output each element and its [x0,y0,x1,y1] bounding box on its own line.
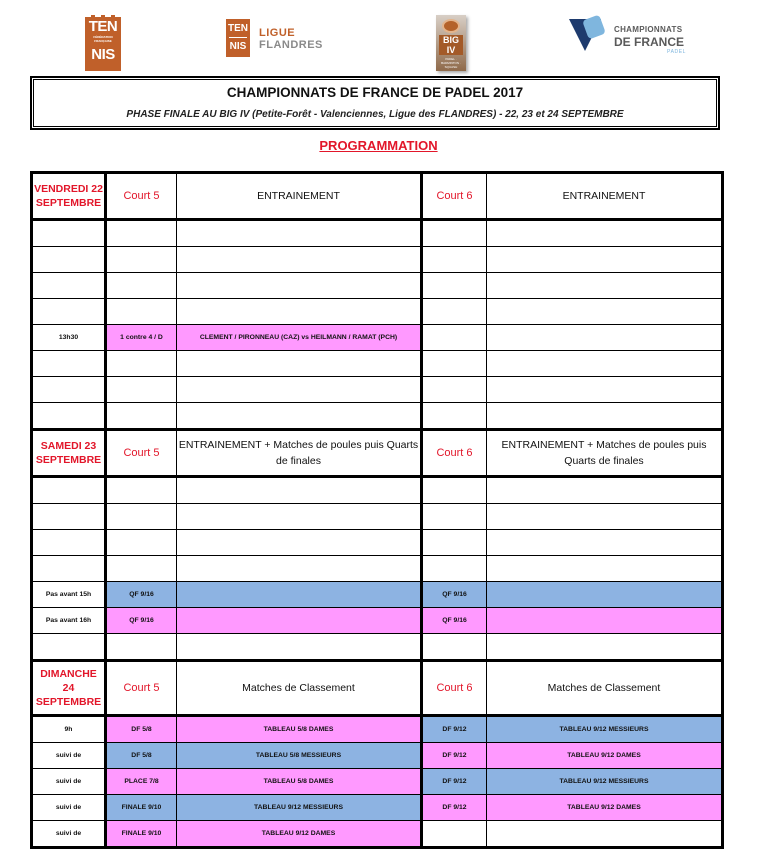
court-a-match-code [106,556,177,582]
court-a-match-code: DF 5/8 [106,743,177,769]
schedule-row [32,634,723,661]
court-a-match-description [177,247,422,273]
court-a-match-description: TABLEAU 5/8 DAMES [177,716,422,743]
court-b-match-description [487,530,723,556]
court-a-match-code: FINALE 9/10 [106,821,177,848]
court-b-match-code [422,530,487,556]
time-cell [32,634,106,661]
day-label: VENDREDI 22 SEPTEMBRE [32,173,106,220]
schedule-row [32,582,723,608]
time-cell: suivi de [32,769,106,795]
schedule-row [32,325,723,351]
court-b-match-description: TABLEAU 9/12 DAMES [487,795,723,821]
section-heading-text: PROGRAMMATION [319,138,438,153]
court-b-match-description [487,634,723,661]
court-b-match-code [422,556,487,582]
court-a-match-description [177,530,422,556]
court-a-label: Court 5 [106,173,177,220]
court-a-match-description: TABLEAU 5/8 DAMES [177,769,422,795]
schedule-row [32,273,723,299]
court-a-match-description: TABLEAU 9/12 MESSIEURS [177,795,422,821]
day-header-row [32,430,723,477]
court-b-match-description [487,582,723,608]
time-cell: suivi de [32,821,106,848]
schedule-row [32,716,723,743]
court-a-description: ENTRAINEMENT + Matches de poules puis Quarts de finales [177,430,422,477]
court-a-match-code: QF 9/16 [106,608,177,634]
court-a-match-code [106,403,177,430]
time-cell: 9h [32,716,106,743]
court-b-match-code [422,821,487,848]
time-cell: suivi de [32,743,106,769]
court-b-match-description [487,220,723,247]
time-cell: Pas avant 15h [32,582,106,608]
court-a-match-code [106,220,177,247]
court-a-match-code: QF 9/16 [106,582,177,608]
court-a-description: Matches de Classement [177,661,422,716]
court-a-match-code [106,377,177,403]
fft-logo-subtext: FÉDÉRATION FRANÇAISE [93,35,113,43]
court-a-match-description [177,504,422,530]
court-a-match-code [106,299,177,325]
court-a-match-description [177,351,422,377]
court-b-match-description [487,351,723,377]
court-a-match-description: TABLEAU 5/8 MESSIEURS [177,743,422,769]
court-a-match-code: DF 5/8 [106,716,177,743]
court-b-match-code: DF 9/12 [422,795,487,821]
court-a-match-code: PLACE 7/8 [106,769,177,795]
court-b-match-description [487,556,723,582]
schedule-row [32,247,723,273]
schedule-row [32,403,723,430]
court-b-match-code [422,273,487,299]
court-b-match-description [487,273,723,299]
ligue-flandres-logo [226,19,346,59]
court-b-match-code: DF 9/12 [422,769,487,795]
schedule-row [32,608,723,634]
time-cell [32,273,106,299]
court-a-match-code: 1 contre 4 / D [106,325,177,351]
court-b-match-code [422,403,487,430]
ligue-logo-line2: FLANDRES [259,39,323,51]
time-cell [32,247,106,273]
court-a-match-description [177,608,422,634]
big-iv-logo-name: BIG IV [439,35,463,55]
time-cell [32,403,106,430]
schedule-row [32,299,723,325]
time-cell: suivi de [32,795,106,821]
ligue-logo-box-bottom: NIS [229,41,247,52]
time-cell [32,351,106,377]
ligue-logo-divider [229,37,247,38]
time-cell: 13h30 [32,325,106,351]
day-header-row [32,173,723,220]
court-a-label: Court 5 [106,661,177,716]
court-b-match-code [422,220,487,247]
section-heading [0,138,757,153]
court-a-match-description [177,634,422,661]
schedule-table [30,171,724,849]
court-b-match-description [487,821,723,848]
day-label: DIMANCHE 24 SEPTEMBRE [32,661,106,716]
court-b-label: Court 6 [422,430,487,477]
court-b-match-description: TABLEAU 9/12 DAMES [487,743,723,769]
court-b-match-description [487,299,723,325]
court-b-description: ENTRAINEMENT + Matches de poules puis Quarts de finales [487,430,723,477]
court-a-match-description [177,299,422,325]
court-b-label: Court 6 [422,173,487,220]
championnats-de-france-padel-logo [569,17,699,57]
page-subtitle: PHASE FINALE AU BIG IV (Petite-Forêt - Valenciennes, Ligue des FLANDRES) - 22, 23 et 24 SEPTEMBRE [126,109,624,120]
big-iv-crest-icon [442,19,460,33]
fft-logo-text-top: TEN [88,18,118,35]
court-b-match-description [487,477,723,504]
schedule-row [32,504,723,530]
court-b-match-description [487,377,723,403]
court-b-description: Matches de Classement [487,661,723,716]
day-header-row [32,661,723,716]
court-a-match-code [106,351,177,377]
cdf-logo-line1: CHAMPIONNATS [614,25,683,34]
court-b-description: ENTRAINEMENT [487,173,723,220]
court-b-match-code [422,325,487,351]
schedule-row [32,743,723,769]
court-b-match-code [422,351,487,377]
time-cell [32,377,106,403]
ligue-logo-line1: LIGUE [259,27,296,39]
schedule-row [32,769,723,795]
page-title: CHAMPIONNATS DE FRANCE DE PADEL 2017 [226,85,524,100]
court-a-match-description [177,273,422,299]
court-b-match-description [487,247,723,273]
title-box [30,76,720,130]
court-b-match-description [487,403,723,430]
schedule-row [32,821,723,848]
court-a-match-description [177,556,422,582]
fft-tennis-logo [85,15,121,71]
court-b-match-code [422,477,487,504]
court-a-match-code [106,504,177,530]
court-b-match-code [422,377,487,403]
court-b-match-code: DF 9/12 [422,743,487,769]
court-b-label: Court 6 [422,661,487,716]
ligue-logo-box [226,19,250,57]
schedule-row [32,556,723,582]
court-b-match-description [487,325,723,351]
court-b-match-code: DF 9/12 [422,716,487,743]
big-iv-logo-tag: PADEL · BADMINTON · SQUASH [441,57,461,69]
court-a-match-code: FINALE 9/10 [106,795,177,821]
court-b-match-code [422,634,487,661]
schedule-row [32,377,723,403]
court-a-description: ENTRAINEMENT [177,173,422,220]
court-b-match-code [422,247,487,273]
court-a-match-description [177,477,422,504]
schedule-row [32,477,723,504]
time-cell [32,477,106,504]
court-a-label: Court 5 [106,430,177,477]
court-a-match-description [177,403,422,430]
court-a-match-description [177,220,422,247]
time-cell [32,530,106,556]
court-a-match-code [106,273,177,299]
court-b-match-code [422,299,487,325]
cdf-logo-line3: PADEL [667,49,687,55]
big-iv-logo [436,15,466,71]
time-cell [32,299,106,325]
schedule-row [32,795,723,821]
court-a-match-code [106,477,177,504]
court-b-match-description [487,608,723,634]
ligue-logo-box-top: TEN [228,23,248,34]
court-a-match-code [106,634,177,661]
court-a-match-description [177,582,422,608]
schedule-row [32,351,723,377]
schedule-row [32,220,723,247]
court-b-match-code [422,504,487,530]
court-a-match-code [106,530,177,556]
fft-logo-text-bottom: NIS [91,46,115,63]
court-b-match-description: TABLEAU 9/12 MESSIEURS [487,769,723,795]
court-b-match-code: QF 9/16 [422,582,487,608]
day-label: SAMEDI 23 SEPTEMBRE [32,430,106,477]
court-a-match-description: CLEMENT / PIRONNEAU (CAZ) vs HEILMANN / RAMAT (PCH) [177,325,422,351]
court-a-match-description: TABLEAU 9/12 DAMES [177,821,422,848]
time-cell: Pas avant 16h [32,608,106,634]
time-cell [32,504,106,530]
court-b-match-code: QF 9/16 [422,608,487,634]
court-a-match-code [106,247,177,273]
court-b-match-description: TABLEAU 9/12 MESSIEURS [487,716,723,743]
schedule-row [32,530,723,556]
time-cell [32,556,106,582]
time-cell [32,220,106,247]
cdf-logo-line2: DE FRANCE [614,35,685,49]
court-a-match-description [177,377,422,403]
court-b-match-description [487,504,723,530]
